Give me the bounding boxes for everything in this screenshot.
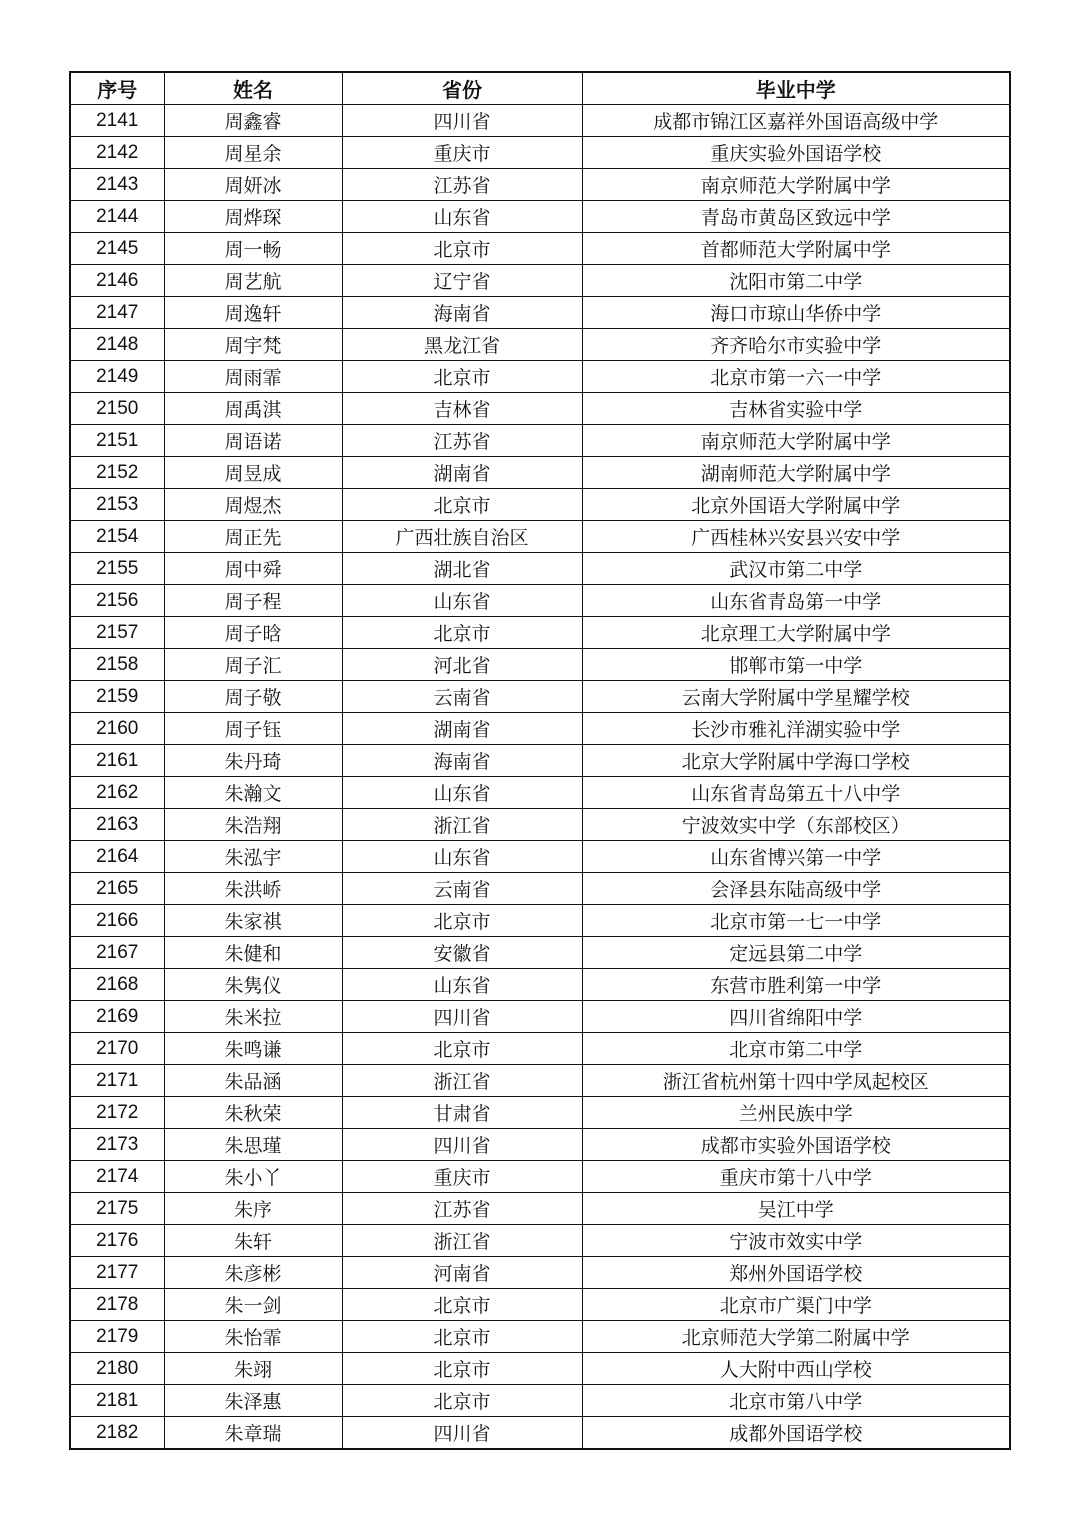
cell-high-school: 重庆市第十八中学 — [582, 1161, 1010, 1193]
table-row — [70, 873, 1010, 905]
cell-high-school: 山东省青岛第五十八中学 — [582, 777, 1010, 809]
cell-serial-number: 2181 — [70, 1385, 164, 1417]
cell-high-school: 东营市胜利第一中学 — [582, 969, 1010, 1001]
cell-name: 周宇梵 — [164, 329, 342, 361]
cell-province: 浙江省 — [342, 1225, 582, 1257]
cell-name: 周一畅 — [164, 233, 342, 265]
cell-province: 湖南省 — [342, 457, 582, 489]
cell-name: 朱品涵 — [164, 1065, 342, 1097]
cell-name: 周雨霏 — [164, 361, 342, 393]
cell-province: 安徽省 — [342, 937, 582, 969]
cell-high-school: 兰州民族中学 — [582, 1097, 1010, 1129]
cell-serial-number: 2162 — [70, 777, 164, 809]
cell-province: 四川省 — [342, 1001, 582, 1033]
cell-high-school: 青岛市黄岛区致远中学 — [582, 201, 1010, 233]
cell-serial-number: 2158 — [70, 649, 164, 681]
table-row — [70, 777, 1010, 809]
cell-name: 周中舜 — [164, 553, 342, 585]
cell-high-school: 北京市第一六一中学 — [582, 361, 1010, 393]
cell-name: 朱隽仪 — [164, 969, 342, 1001]
cell-province: 海南省 — [342, 297, 582, 329]
cell-province: 河北省 — [342, 649, 582, 681]
cell-serial-number: 2160 — [70, 713, 164, 745]
cell-name: 朱翊 — [164, 1353, 342, 1385]
cell-serial-number: 2155 — [70, 553, 164, 585]
table-row — [70, 905, 1010, 937]
table-row — [70, 1225, 1010, 1257]
cell-province: 广西壮族自治区 — [342, 521, 582, 553]
cell-high-school: 重庆实验外国语学校 — [582, 137, 1010, 169]
cell-province: 辽宁省 — [342, 265, 582, 297]
table-row — [70, 585, 1010, 617]
cell-name: 周逸轩 — [164, 297, 342, 329]
cell-province: 北京市 — [342, 1385, 582, 1417]
cell-serial-number: 2161 — [70, 745, 164, 777]
cell-province: 云南省 — [342, 681, 582, 713]
table-row — [70, 1129, 1010, 1161]
cell-serial-number: 2176 — [70, 1225, 164, 1257]
cell-province: 山东省 — [342, 841, 582, 873]
cell-serial-number: 2148 — [70, 329, 164, 361]
cell-serial-number: 2145 — [70, 233, 164, 265]
cell-name: 朱浩翔 — [164, 809, 342, 841]
cell-high-school: 浙江省杭州第十四中学凤起校区 — [582, 1065, 1010, 1097]
cell-serial-number: 2165 — [70, 873, 164, 905]
table-row — [70, 1193, 1010, 1225]
cell-province: 浙江省 — [342, 1065, 582, 1097]
cell-province: 浙江省 — [342, 809, 582, 841]
table-row — [70, 1289, 1010, 1321]
cell-serial-number: 2180 — [70, 1353, 164, 1385]
cell-province: 北京市 — [342, 489, 582, 521]
cell-high-school: 齐齐哈尔市实验中学 — [582, 329, 1010, 361]
table-row — [70, 745, 1010, 777]
cell-province: 江苏省 — [342, 169, 582, 201]
cell-high-school: 郑州外国语学校 — [582, 1257, 1010, 1289]
cell-high-school: 四川省绵阳中学 — [582, 1001, 1010, 1033]
cell-high-school: 山东省青岛第一中学 — [582, 585, 1010, 617]
cell-serial-number: 2179 — [70, 1321, 164, 1353]
cell-province: 山东省 — [342, 969, 582, 1001]
cell-high-school: 首都师范大学附属中学 — [582, 233, 1010, 265]
cell-serial-number: 2177 — [70, 1257, 164, 1289]
cell-high-school: 定远县第二中学 — [582, 937, 1010, 969]
cell-name: 周禹淇 — [164, 393, 342, 425]
cell-name: 周煜杰 — [164, 489, 342, 521]
cell-serial-number: 2157 — [70, 617, 164, 649]
cell-name: 朱一剑 — [164, 1289, 342, 1321]
cell-serial-number: 2146 — [70, 265, 164, 297]
header-province: 省份 — [342, 72, 582, 105]
cell-high-school: 云南大学附属中学星耀学校 — [582, 681, 1010, 713]
cell-high-school: 宁波效实中学（东部校区） — [582, 809, 1010, 841]
table-body — [70, 105, 1010, 1450]
table-row — [70, 1385, 1010, 1417]
cell-high-school: 人大附中西山学校 — [582, 1353, 1010, 1385]
cell-serial-number: 2166 — [70, 905, 164, 937]
table-row — [70, 105, 1010, 137]
cell-serial-number: 2172 — [70, 1097, 164, 1129]
cell-province: 山东省 — [342, 777, 582, 809]
cell-province: 湖南省 — [342, 713, 582, 745]
cell-serial-number: 2159 — [70, 681, 164, 713]
cell-name: 周星余 — [164, 137, 342, 169]
cell-province: 山东省 — [342, 585, 582, 617]
cell-name: 朱泽惠 — [164, 1385, 342, 1417]
table-row — [70, 393, 1010, 425]
cell-high-school: 广西桂林兴安县兴安中学 — [582, 521, 1010, 553]
table-row — [70, 1001, 1010, 1033]
cell-high-school: 北京外国语大学附属中学 — [582, 489, 1010, 521]
cell-name: 周子钰 — [164, 713, 342, 745]
cell-serial-number: 2173 — [70, 1129, 164, 1161]
cell-name: 朱米拉 — [164, 1001, 342, 1033]
table-row — [70, 201, 1010, 233]
table-row — [70, 681, 1010, 713]
header-serial-number: 序号 — [70, 72, 164, 105]
cell-province: 北京市 — [342, 1033, 582, 1065]
cell-name: 朱丹琦 — [164, 745, 342, 777]
cell-province: 云南省 — [342, 873, 582, 905]
cell-high-school: 吉林省实验中学 — [582, 393, 1010, 425]
cell-serial-number: 2182 — [70, 1417, 164, 1450]
table-row — [70, 521, 1010, 553]
cell-high-school: 武汉市第二中学 — [582, 553, 1010, 585]
cell-name: 周烨琛 — [164, 201, 342, 233]
cell-province: 北京市 — [342, 361, 582, 393]
table-row — [70, 1353, 1010, 1385]
cell-name: 朱鸣谦 — [164, 1033, 342, 1065]
cell-serial-number: 2149 — [70, 361, 164, 393]
cell-province: 海南省 — [342, 745, 582, 777]
cell-high-school: 北京市第八中学 — [582, 1385, 1010, 1417]
cell-serial-number: 2170 — [70, 1033, 164, 1065]
cell-name: 朱洪峤 — [164, 873, 342, 905]
cell-name: 朱序 — [164, 1193, 342, 1225]
cell-name: 朱小丫 — [164, 1161, 342, 1193]
table-row — [70, 361, 1010, 393]
cell-name: 周正先 — [164, 521, 342, 553]
cell-province: 江苏省 — [342, 1193, 582, 1225]
cell-name: 周鑫睿 — [164, 105, 342, 137]
cell-serial-number: 2174 — [70, 1161, 164, 1193]
cell-high-school: 北京师范大学第二附属中学 — [582, 1321, 1010, 1353]
cell-serial-number: 2154 — [70, 521, 164, 553]
cell-name: 周子汇 — [164, 649, 342, 681]
cell-serial-number: 2151 — [70, 425, 164, 457]
cell-province: 湖北省 — [342, 553, 582, 585]
cell-high-school: 长沙市雅礼洋湖实验中学 — [582, 713, 1010, 745]
cell-serial-number: 2143 — [70, 169, 164, 201]
cell-high-school: 海口市琼山华侨中学 — [582, 297, 1010, 329]
cell-high-school: 湖南师范大学附属中学 — [582, 457, 1010, 489]
cell-province: 江苏省 — [342, 425, 582, 457]
cell-high-school: 宁波市效实中学 — [582, 1225, 1010, 1257]
cell-serial-number: 2147 — [70, 297, 164, 329]
table-row — [70, 1161, 1010, 1193]
cell-name: 周艺航 — [164, 265, 342, 297]
cell-name: 朱家祺 — [164, 905, 342, 937]
cell-high-school: 成都外国语学校 — [582, 1417, 1010, 1450]
cell-high-school: 成都市锦江区嘉祥外国语高级中学 — [582, 105, 1010, 137]
cell-name: 周子程 — [164, 585, 342, 617]
cell-province: 山东省 — [342, 201, 582, 233]
cell-serial-number: 2167 — [70, 937, 164, 969]
cell-high-school: 会泽县东陆高级中学 — [582, 873, 1010, 905]
cell-serial-number: 2164 — [70, 841, 164, 873]
header-high-school: 毕业中学 — [582, 72, 1010, 105]
cell-name: 朱健和 — [164, 937, 342, 969]
cell-name: 朱轩 — [164, 1225, 342, 1257]
cell-high-school: 南京师范大学附属中学 — [582, 169, 1010, 201]
cell-serial-number: 2168 — [70, 969, 164, 1001]
cell-serial-number: 2156 — [70, 585, 164, 617]
cell-serial-number: 2169 — [70, 1001, 164, 1033]
cell-high-school: 北京理工大学附属中学 — [582, 617, 1010, 649]
cell-high-school: 邯郸市第一中学 — [582, 649, 1010, 681]
cell-high-school: 北京大学附属中学海口学校 — [582, 745, 1010, 777]
cell-name: 朱瀚文 — [164, 777, 342, 809]
cell-serial-number: 2150 — [70, 393, 164, 425]
cell-name: 周语诺 — [164, 425, 342, 457]
header-name: 姓名 — [164, 72, 342, 105]
table-row — [70, 1033, 1010, 1065]
cell-province: 四川省 — [342, 1129, 582, 1161]
table-row — [70, 137, 1010, 169]
table-row — [70, 969, 1010, 1001]
table-row — [70, 489, 1010, 521]
table-row — [70, 169, 1010, 201]
cell-province: 北京市 — [342, 617, 582, 649]
cell-name: 朱彦彬 — [164, 1257, 342, 1289]
cell-high-school: 北京市广渠门中学 — [582, 1289, 1010, 1321]
table-row — [70, 265, 1010, 297]
cell-serial-number: 2144 — [70, 201, 164, 233]
table-row — [70, 937, 1010, 969]
cell-name: 朱章瑞 — [164, 1417, 342, 1450]
cell-high-school: 南京师范大学附属中学 — [582, 425, 1010, 457]
cell-name: 周昱成 — [164, 457, 342, 489]
cell-high-school: 北京市第二中学 — [582, 1033, 1010, 1065]
cell-province: 甘肃省 — [342, 1097, 582, 1129]
cell-serial-number: 2163 — [70, 809, 164, 841]
table-row — [70, 713, 1010, 745]
cell-province: 重庆市 — [342, 137, 582, 169]
table-row — [70, 553, 1010, 585]
cell-serial-number: 2153 — [70, 489, 164, 521]
table-row — [70, 1321, 1010, 1353]
cell-high-school: 北京市第一七一中学 — [582, 905, 1010, 937]
cell-high-school: 成都市实验外国语学校 — [582, 1129, 1010, 1161]
cell-name: 周妍冰 — [164, 169, 342, 201]
cell-province: 北京市 — [342, 905, 582, 937]
table-row — [70, 649, 1010, 681]
table-row — [70, 457, 1010, 489]
table-row — [70, 1417, 1010, 1450]
cell-name: 周子敬 — [164, 681, 342, 713]
cell-high-school: 沈阳市第二中学 — [582, 265, 1010, 297]
cell-name: 周子晗 — [164, 617, 342, 649]
table-row — [70, 1065, 1010, 1097]
cell-province: 四川省 — [342, 1417, 582, 1450]
table-row — [70, 233, 1010, 265]
table-row — [70, 617, 1010, 649]
cell-name: 朱怡霏 — [164, 1321, 342, 1353]
table-row — [70, 1257, 1010, 1289]
student-list-table — [69, 71, 1011, 1450]
table-row — [70, 297, 1010, 329]
cell-serial-number: 2178 — [70, 1289, 164, 1321]
cell-name: 朱泓宇 — [164, 841, 342, 873]
cell-name: 朱秋荣 — [164, 1097, 342, 1129]
cell-high-school: 吴江中学 — [582, 1193, 1010, 1225]
cell-serial-number: 2175 — [70, 1193, 164, 1225]
table-row — [70, 329, 1010, 361]
cell-province: 四川省 — [342, 105, 582, 137]
header-row — [70, 72, 1010, 105]
cell-serial-number: 2141 — [70, 105, 164, 137]
cell-province: 北京市 — [342, 1289, 582, 1321]
cell-province: 河南省 — [342, 1257, 582, 1289]
cell-province: 北京市 — [342, 1321, 582, 1353]
cell-province: 北京市 — [342, 1353, 582, 1385]
table-row — [70, 1097, 1010, 1129]
cell-name: 朱思瑾 — [164, 1129, 342, 1161]
cell-province: 重庆市 — [342, 1161, 582, 1193]
cell-serial-number: 2152 — [70, 457, 164, 489]
table-row — [70, 425, 1010, 457]
cell-province: 吉林省 — [342, 393, 582, 425]
cell-high-school: 山东省博兴第一中学 — [582, 841, 1010, 873]
cell-province: 黑龙江省 — [342, 329, 582, 361]
cell-serial-number: 2142 — [70, 137, 164, 169]
cell-serial-number: 2171 — [70, 1065, 164, 1097]
cell-province: 北京市 — [342, 233, 582, 265]
table-row — [70, 809, 1010, 841]
table-row — [70, 841, 1010, 873]
